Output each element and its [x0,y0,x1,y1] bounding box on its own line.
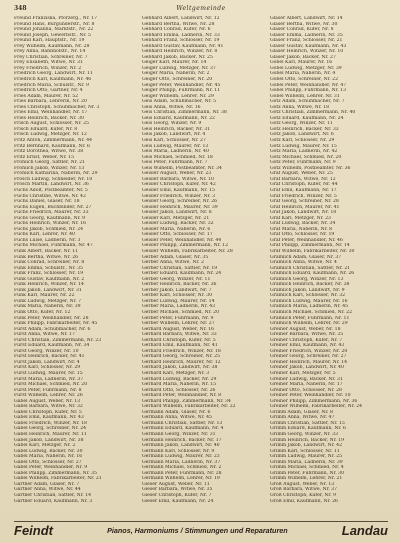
running-title: Weltgemeinde [176,5,226,12]
directory-entry: Gebhard Gustav, Kaufmann, Nr. 41 [142,43,224,49]
directory-entry: Gramlich Heinrich, Bäcker, Nr. 38 [270,282,350,288]
directory-entry: Geis Adam, Schuhmacher, Nr. 5 [142,99,217,105]
directory-entry: Gerhard Maria, Näherin, Nr. 15 [142,382,217,388]
directory-entry: Gerber Anna, Witwe, Nr. 2 [142,260,204,266]
directory-entry: Gerber Michael, Schmied, Nr. 20 [142,309,220,315]
directory-entry: Grimm Jakob, Landwirt, Nr. 42 [270,443,343,449]
directory-entry: Greiner August, Weber, Nr. 18 [270,326,341,332]
directory-entry: Götz Adam, Schuhmacher, Nr. 7 [270,99,345,105]
directory-entry: Graf Emil, Kaufmann, Nr. 17 [270,187,337,193]
directory-entry: Geiger Karl, Maurer, Nr. 14 [142,60,207,66]
directory-entry: Göbel Philipp, Fuhrmann, Nr. 13 [270,88,346,94]
directory-entry: Grimm Michael, Schmied, Nr. 4 [270,465,344,471]
directory-entry: Fuchs Jakob, Schmied, Nr. 24 [14,226,84,232]
directory-entry: Götz Anna, Witwe, Nr. 18 [270,104,330,110]
directory-entry: Gerhard Emil, Kaufmann, Nr. 41 [142,343,218,349]
directory-entry: Gerhard Ludwig, Bäcker, Nr. 29 [142,376,217,382]
directory-entry: Gerhard August, Weber, Nr. 16 [142,326,214,332]
directory-entry: Geis Anna, Witwe, Nr. 16 [142,104,201,110]
directory-entry: Funk Philipp, Fabrikarbeiter, Nr. 45 [14,321,98,327]
directory-entry: Gabel Barbara, Witwe, Nr. 32 [14,404,83,410]
directory-entry: Grimm Peter, Fuhrmann, Nr. 30 [270,470,344,476]
directory-entry: Glaser Bertha, Witwe, Nr. 30 [270,21,338,27]
directory-entry: Friedrich Georg, Landwirt, Nr. 11 [14,71,93,77]
directory-entry: Germann Ludwig, Maurer, Nr. 23 [142,454,220,460]
directory-entry: Gerber Heinrich, Bäcker, Nr. 36 [142,282,217,288]
directory-entry: Friedrich Otto, Gärtner, Nr. 4 [14,88,83,94]
directory-entry: Gerhard Karl, Metzger, Nr. 3 [142,371,210,376]
directory-entry: Geisler Philipp, Zimmermann, Nr. 12 [142,243,229,249]
directory-entry: Gebhard Heinrich, Winzer, Nr. 8 [142,49,218,55]
directory-entry: Grimm Ludwig, Maurer, Nr. 25 [270,454,343,460]
directory-entry: Glaser Emma, Ladnerin, Nr. 35 [270,32,343,38]
directory-entry: Gerber Peter, Fuhrmann, Nr. 9 [142,315,214,321]
directory-entry: Glaser Jakob, Bäcker, Nr. 27 [270,54,336,60]
directory-entry: Geisler Jakob, Landwirt, Nr. 8 [142,210,212,216]
directory-entry: Graf Jakob, Landwirt, Nr. 10 [270,210,337,216]
directory-entry: Fritz Ernst, Weber, Nr. 15 [14,154,75,160]
directory-entry: Gabel Christoph, Küfer, Nr. 5 [14,409,82,415]
directory-entry: Freund Hans, Burgunderstr., Nr. 8 [14,21,95,27]
directory-entry: Gramlich Eduard, Kaufmann, Nr. 26 [270,271,355,277]
directory-entry: Gieser August, Weber, Nr. 11 [142,481,210,487]
directory-entry: Gabel Peter, Weinhändler, Nr. 9 [14,465,88,471]
directory-entry: Funk Gustav, Kaufmann, Nr. 2 [14,276,85,282]
directory-entry: Funk Otto, Küfer, Nr. 12 [14,309,71,315]
directory-entry: Geisler Barbara, Witwe, Nr. 10 [142,176,214,182]
directory-entry: Graf Ludwig, Bäcker, Nr. 34 [270,221,336,227]
directory-entry: Geisler Friedrich, Winzer, Nr. 3 [142,193,216,199]
directory-entry: Greiner Ludwig, Bäcker, Nr. 31 [270,376,343,382]
directory-entry: Geis Maria, Ladnerin, Nr. 40 [142,149,209,155]
ad-brand: Feindt [14,522,53,538]
directory-entry: Gerber Georg, Winzer, Nr. 11 [142,276,211,282]
directory-entry: Gramlich Michael, Schmied, Nr. 22 [270,309,353,315]
directory-entry: Funk Franz, Schlosser, Nr. 19 [14,271,84,277]
advertisement-footer [14,521,388,538]
directory-entry: Geisler August, Weber, Nr. 23 [142,171,212,177]
directory-entry: Geiger Philipp, Fuhrmann, Nr. 11 [142,88,221,94]
directory-entry: Gerber Eduard, Kaufmann, Nr. 24 [142,271,222,277]
directory-column-1 [14,16,132,518]
directory-entry: Fuchs Daniel, Glaser, Nr. 18 [14,199,80,205]
directory-entry: Germann Christian, Sattler, Nr. 13 [142,420,223,426]
directory-entry: Geis Michael, Schmied, Nr. 18 [142,154,213,160]
directory-entry: Funk Jakob, Landwirt, Nr. 31 [14,287,82,293]
directory-entry: Gerber Wilhelm, Lehrer, Nr. 27 [142,321,215,327]
directory-entry: Groß August, Weber, Nr. 13 [270,481,335,487]
directory-entry: Geisler Peter, Weinhändler, Nr. 44 [142,237,222,243]
directory-entry: Gerhard Heinrich, Maurer, Nr. 12 [142,359,221,365]
directory-entry: Gabel Maria, Näherin, Nr. 16 [14,454,83,460]
directory-entry: Gieser Barbara, Witwe, Nr. 35 [142,487,213,493]
directory-entry: Funk Maria, Näherin, Nr. 39 [14,304,81,310]
directory-entry: Gieser Christoph, Küfer, Nr. 7 [142,493,212,499]
directory-entry: Geis Christian, Zimmermann, Nr. 38 [142,110,227,116]
directory-entry: Götz Ludwig, Maurer, Nr. 15 [270,143,337,149]
directory-entry: Gramlich Maria, Ladnerin, Nr. 45 [270,304,349,310]
directory-entry: Fries Christoph, Schuhmacher, Nr. 3 [14,104,100,110]
directory-entry: Greiner Philipp, Zimmermann, Nr. 36 [270,398,358,404]
directory-entry: Greiner Jakob, Landwirt, Nr. 40 [270,365,344,371]
directory-entry: Fuchs Adolf, Postbeamter, Nr. 5 [14,187,88,193]
directory-entry: Gerhard Peter, Weinhändler, Nr. 8 [142,393,222,399]
directory-entry: Fritz Bernhard, Kaufmann, Nr. 6 [14,143,90,149]
directory-entry: Funk Emma, Schulstr., Nr. 35 [14,265,83,271]
directory-entry: Greiner Wilhelm, Fabrikarbeiter, Nr. 24 [270,404,363,410]
directory-entry: Geiger Peter, Weinhändler, Nr. 45 [142,82,221,88]
directory-entry: Germann Adam, Glaser, Nr. 6 [142,409,211,415]
directory-entry: Gabel Philipp, Zimmermann, Nr. 35 [14,470,97,476]
directory-entry: Geisler Wilhelm, Fabrikarbeiter, Nr. 28 [142,248,233,254]
directory-entry: Gärtner Anna, Witwe, Nr. 44 [14,487,81,493]
directory-entry: Gärtner Adam, Glaser, Nr. 7 [14,481,80,487]
directory-entry: Gerhard Philipp, Zimmermann, Nr. 34 [142,398,231,404]
directory-entry: Funk Karl, Maurer, Nr. 22 [14,293,75,299]
directory-entry: Fuchs Christine, Witwe, Nr. 42 [14,193,86,199]
directory-entry: Fuchs Michael, Fuhrmann, Nr. 47 [14,243,93,249]
directory-entry: Fürst Georg, Winzer, Nr. 10 [14,348,79,354]
directory-entry: Gabel Heinrich, Maurer, Nr. 11 [14,432,87,438]
directory-entry: Grimm Karl, Schlosser, Nr. 11 [270,448,340,454]
directory-entry: Geisler Maria, Näherin, Nr. 6 [142,226,211,232]
directory-entry: Gabel Karl, Metzger, Nr. 2 [14,443,76,449]
directory-entry: Grimm Eduard, Kaufmann, Nr. 6 [270,426,346,432]
directory-entry: Glaser Albert, Landwirt, Nr. 14 [270,16,343,21]
directory-entry: Germann Anna, Witwe, Nr. 45 [142,415,212,421]
directory-entry: Fürst Eduard, Kaufmann, Nr. 34 [14,343,90,349]
directory-entry: Funk Heinrich, Winzer, Nr. 14 [14,282,84,288]
directory-entry: Geis Peter, Fuhrmann, Nr. 7 [142,160,208,166]
directory-entry: Gabel August, Weber, Nr. 13 [14,398,81,404]
directory-entry: Frisch August, Schlosser, Nr. 25 [14,121,89,127]
directory-entry: Gabel Georg, Schreiner, Nr. 24 [14,426,87,432]
page-header [14,4,388,14]
directory-entry: Geis Ludwig, Maurer, Nr. 13 [142,143,209,149]
directory-entry: Geisler Heinrich, Maurer, Nr. 39 [142,204,218,210]
directory-entry: Gabel Ludwig, Bäcker, Nr. 30 [14,448,83,454]
directory-entry: Glaser Conrad, Küfer, Nr. 8 [270,27,334,33]
directory-entry: Funk Conrad, Schreiner, Nr. 8 [14,260,85,266]
directory-entry: Götz Maria, Ladnerin, Nr. 42 [270,149,338,155]
directory-entry: Göbel Otto, Schreiner, Nr. 22 [270,77,338,83]
directory-entry: Greiner Karl, Metzger, Nr. 5 [270,371,336,376]
directory-entry: Frey Elisabeth, Witwe, Nr. 31 [14,60,83,66]
directory-entry: Greiner Emil, Kaufmann, Nr. 43 [270,343,345,349]
directory-entry: Götz Christian, Zimmermann, Nr. 40 [270,110,356,116]
directory-entry: Grimm Georg, Winzer, Nr. 33 [270,432,339,438]
directory-entry: Greiner Peter, Weinhändler, Nr. 10 [270,393,351,399]
directory-entry: Greiner Heinrich, Maurer, Nr. 14 [270,359,348,365]
directory-entry: Graf Friedrich, Winzer, Nr. 5 [270,193,337,199]
directory-entry: Frosch Ludwig, Schneider, Nr. 10 [14,176,93,182]
directory-entry: Gerhard Otto, Schlosser, Nr. 26 [142,387,216,393]
directory-entry: Göbel Ludwig, Metzger, Nr. 39 [270,65,342,71]
directory-entry: Fürst Jakob, Landwirt, Nr. 4 [14,359,80,365]
directory-entry: Greiner Friedrich, Winzer, Nr. 20 [270,348,348,354]
directory-entry: Greiner Georg, Schreiner, Nr. 27 [270,354,347,360]
directory-entry: Gerhard Barbara, Witwe, Nr. 33 [142,332,217,338]
directory-entry: Graf Otto, Schlosser, Nr. 19 [270,232,335,238]
directory-entry: Graf Georg, Schreiner, Nr. 28 [270,199,339,205]
directory-entry: Geiger Ludwig, Metzger, Nr. 37 [142,65,216,71]
directory-entry: Göbel Wilhelm, Lehrer, Nr. 31 [270,93,340,99]
directory-entry: Greiner Otto, Schlosser, Nr. 28 [270,387,342,393]
directory-entry: Fürst Karl, Schlosser, Nr. 29 [14,365,81,371]
directory-entry: Frey Christian, Schreiner, Nr. 7 [14,54,88,60]
directory-entry: Fritz Dorothea, Witwe, Nr. 38 [14,149,84,155]
directory-entry: Gebhard Conrad, Küfer, Nr. 6 [142,27,211,33]
directory-entry: Germann Michael, Schmied, Nr. 2 [142,465,222,471]
directory-entry: Fries Emil, Weinhändler, Nr. 17 [14,110,88,116]
directory-entry: Geisler Otto, Schlosser, Nr. 17 [142,232,213,238]
directory-entry: Gabel Friedrich, Winzer, Nr. 18 [14,420,87,426]
directory-entry: Gramlich Peter, Fuhrmann, Nr. 11 [270,315,350,321]
directory-entry: Gerber Maria, Ladnerin, Nr. 43 [142,304,216,310]
directory-entry: Götz Jakob, Landwirt, Nr. 6 [270,132,334,138]
directory-entry: Fuchs Eugen, Buchbinder, Nr. 27 [14,204,92,210]
directory-entry: Göbel Karl, Maurer, Nr. 16 [270,60,333,66]
directory-entry: Geis Georg, Winzer, Nr. 9 [142,121,202,127]
directory-entry: Fürst Wilhelm, Lehrer, Nr. 26 [14,393,83,399]
directory-entry: Grimm Anna, Witwe, Nr. 47 [270,415,335,421]
directory-entry: Geis Heinrich, Bäcker, Nr. 31 [142,126,211,132]
directory-entry: Glaser Gustav, Kaufmann, Nr. 43 [270,43,347,49]
directory-entry: Freund Karl, Hauptstr., Nr. 19 [14,38,85,44]
directory-entry: Frosch Martin, Landwirt, Nr. 36 [14,182,89,188]
directory-entry: Fürst Christian, Zimmermann, Nr. 23 [14,337,102,343]
directory-entry: Gerber Adam, Glaser, Nr. 35 [142,254,209,260]
directory-entry: Geis Jakob, Landwirt, Nr. 4 [142,132,206,138]
directory-entry: Fuchs Friedrich, Maurer, Nr. 33 [14,210,89,216]
directory-entry: Gerber Karl, Schlosser, Nr. 30 [142,293,213,299]
directory-entry: Geisler Karl, Metzger, Nr. 21 [142,215,210,221]
directory-entry: Gabel Emil, Kaufmann, Nr. 43 [14,415,84,421]
directory-entry: Göbel Peter, Weinhändler, Nr. 47 [270,82,347,88]
directory-entry: Gabel Jakob, Landwirt, Nr. 38 [14,437,84,443]
directory-entry: Geis Karl, Schlosser, Nr. 27 [142,138,206,144]
directory-entry: Fürst Peter, Fuhrmann, Nr. 8 [14,387,82,393]
directory-entry: Funk Bertha, Witwe, Nr. 26 [14,254,79,260]
ad-city: Landau [341,522,388,538]
directory-entry: Fürst Adam, Schuhmacher, Nr. 6 [14,326,91,332]
directory-entry: Grimm Heinrich, Bäcker, Nr. 19 [270,437,345,443]
directory-entry: Frey Anna, Bahnhofstr., Nr. 14 [14,49,86,55]
directory-entry: Gebhard Franz, Schlosser, Nr. 19 [142,38,220,44]
directory-entry: Gramlich Wilhelm, Lehrer, Nr. 29 [270,321,348,327]
directory-entry: Fritz Anton, Zimmermann, Nr. 44 [14,138,93,144]
directory-entry: Grimm Adam, Glaser, Nr. 8 [270,409,333,415]
directory-entry: Gramlich Christian, Sattler, Nr. 21 [270,265,351,271]
directory-entry: Grimm Christian, Sattler, Nr. 15 [270,420,345,426]
directory-entry: Götz Karl, Schlosser, Nr. 29 [270,138,335,144]
directory-entry: Gramlich Ludwig, Maurer, Nr. 16 [270,298,348,304]
directory-entry: Germann Heinrich, Bäcker, Nr. 17 [142,437,222,443]
directory-entry: Gerhard Jakob, Landwirt, Nr. 38 [142,365,218,371]
directory-entry: Germann Karl, Schlosser, Nr. 9 [142,448,215,454]
directory-entry: Geis Eduard, Kaufmann, Nr. 22 [142,115,215,121]
directory-entry: Fries Heinrich, Bäcker, Nr. 30 [14,115,84,121]
directory-entry: Freund Johanna, Marktstr., Nr. 22 [14,27,94,33]
directory-entry: Fürst Ludwig, Maurer, Nr. 15 [14,371,83,376]
directory-entry: Freund Joseph, Gewerbstr., Nr. 5 [14,32,91,38]
directory-column-3 [270,16,388,518]
directory-entry: Graf Heinrich, Maurer, Nr. 41 [270,204,340,210]
directory-columns [14,16,388,518]
directory-entry: Gerber Christian, Sattler, Nr. 19 [142,265,218,271]
directory-entry: Götz Heinrich, Bäcker, Nr. 33 [270,126,339,132]
directory-entry: Germann Peter, Fuhrmann, Nr. 28 [142,470,222,476]
directory-entry: Graf Christoph, Küfer, Nr. 44 [270,182,338,188]
directory-entry: Graf Karl, Metzger, Nr. 23 [270,215,331,221]
directory-entry: Fröhlich Katharina, Näherin, Nr. 29 [14,171,98,177]
ad-services: Pianos, Harmoniums / Stimmungen und Reparaturen [107,525,288,535]
directory-entry: Gärtner Eduard, Kaufmann, Nr. 3 [14,498,93,504]
directory-entry: Groß Barbara, Witwe, Nr. 37 [270,487,338,493]
directory-entry: Grimm Wilhelm, Lehrer, Nr. 21 [270,476,343,482]
directory-entry: Graf Barbara, Witwe, Nr. 12 [270,176,336,182]
directory-entry: Geiger Otto, Schreiner, Nr. 20 [142,77,213,83]
directory-entry: Fuchs Karl, Lehrer, Nr. 40 [14,232,75,238]
directory-entry: Gramlich Adam, Glaser, Nr. 37 [270,254,342,260]
directory-entry: Gebhard Jakob, Bäcker, Nr. 25 [142,54,213,60]
directory-entry: Gerhard Christoph, Küfer, Nr. 5 [142,337,216,343]
directory-entry: Germann Georg, Winzer, Nr. 31 [142,432,216,438]
directory-entry: Graf Peter, Weinhändler, Nr. 46 [270,237,343,243]
directory-entry: Fröhlich Georg, Sattler, Nr. 21 [14,160,86,166]
directory-entry: Gabel Otto, Schlosser, Nr. 27 [14,459,82,465]
directory-entry: Graf Maria, Näherin, Nr. 8 [270,226,333,232]
directory-entry: Greiner Maria, Näherin, Nr. 17 [270,382,343,388]
directory-entry: Geisler Christoph, Küfer, Nr. 42 [142,182,216,188]
directory-entry: Gabel Wilhelm, Fabrikarbeiter, Nr. 21 [14,476,102,482]
directory-entry: Graf Philipp, Zimmermann, Nr. 14 [270,243,350,249]
directory-entry: Frisch Ludwig, Metzger, Nr. 12 [14,132,87,138]
directory-entry: Funk Peter, Weinhändler, Nr. 28 [14,315,89,321]
directory-entry: Fuchs Heinrich, Winzer, Nr. 16 [14,221,87,227]
directory-entry: Frey Friedrich, Winzer, Nr. 2 [14,65,82,71]
directory-entry: Fries Adam, Maurer, Nr. 52 [14,93,79,99]
directory-entry: Groß Emil, Kaufmann, Nr. 26 [270,498,338,504]
directory-entry: Fries Barbara, Lehrerin, Nr. 20 [14,99,87,105]
directory-entry: Friedrich Karl, Kaufmann, Nr. 46 [14,77,92,83]
directory-entry: Fürst Maria, Ladnerin, Nr. 37 [14,376,84,382]
directory-entry: Fröhlich Jakob, Winzer, Nr. 13 [14,165,85,171]
directory-entry: Glaser Heinrich, Winzer, Nr. 10 [270,49,344,55]
directory-entry: Gramlich Anna, Witwe, Nr. 4 [270,260,337,266]
directory-column-2 [142,16,260,518]
directory-entry: Göbel Maria, Näherin, Nr. 4 [270,71,336,77]
directory-entry: Frisch Eduard, Küfer, Nr. 8 [14,126,78,132]
directory-entry: Germann Wilhelm, Lehrer, Nr. 19 [142,476,220,482]
directory-entry: Gramlich Karl, Schlosser, Nr. 32 [270,293,346,299]
directory-entry: Groß Christoph, Küfer, Nr. 9 [270,493,336,499]
page-number: 348 [14,5,27,12]
directory-entry: Frey Wilhelm, Kaufmann, Nr. 28 [14,43,90,49]
directory-entry: Geiger Wilhelm, Lehrer, Nr. 29 [142,93,214,99]
directory-entry: Götz Peter, Fuhrmann, Nr. 9 [270,160,336,166]
directory-entry: Gebhard Emma, Ladnerin, Nr. 33 [142,32,220,38]
directory-entry: Fürst Anna, Witwe, Nr. 17 [14,332,75,338]
directory-entry: Gerber Jakob, Landwirt, Nr. 7 [142,287,212,293]
directory-entry: Gramlich Jakob, Landwirt, Nr. 9 [270,287,345,293]
directory-entry: Gebhard Bertha, Witwe, Nr. 28 [142,21,215,27]
directory-entry: Friedrich Maria, Schulstr., Nr. 9 [14,82,89,88]
directory-entry: Funk Albert, Bäcker, Nr. 11 [14,248,79,254]
directory-entry: Germann Eduard, Kaufmann, Nr. 4 [142,426,224,432]
directory-entry: Fuchs Georg, Kaufmann, Nr. 9 [14,215,86,221]
directory-entry: Gerhard Georg, Schreiner, Nr. 25 [142,354,220,360]
directory-entry: Gerhard Wilhelm, Fabrikarbeiter, Nr. 22 [142,404,236,410]
directory-entry: Götz Michael, Schmied, Nr. 20 [270,154,342,160]
directory-entry: Graf Wilhelm, Fabrikarbeiter, Nr. 30 [270,248,355,254]
directory-entry: Germann Jakob, Landwirt, Nr. 40 [142,443,220,449]
directory-entry: Germann Maria, Ladnerin, Nr. 37 [142,459,221,465]
directory-entry: Greiner Christoph, Küfer, Nr. 7 [270,337,343,343]
directory-entry: Fürst Heinrich, Bäcker, Nr. 41 [14,354,85,360]
directory-entry: Geisler Ludwig, Bäcker, Nr. 32 [142,221,214,227]
directory-entry: Funk Ludwig, Metzger, Nr. 7 [14,298,82,304]
directory-entry: Graf August, Weber, Nr. 25 [270,171,333,177]
directory-entry: Greiner Barbara, Witwe, Nr. 35 [270,332,344,338]
directory-entry: Fuchs Luise, Ladnerin, Nr. 3 [14,237,81,243]
directory-entry: Gieser Emil, Kaufmann, Nr. 24 [142,498,214,504]
directory-entry: Gerber Ludwig, Maurer, Nr. 14 [142,298,215,304]
directory-entry: Glaser Franz, Schlosser, Nr. 21 [270,38,343,44]
directory-entry: Fürst Michael, Schmied, Nr. 20 [14,382,88,388]
directory-entry: Gärtner Christian, Sattler, Nr. 14 [14,493,92,499]
directory-entry: Gramlich Georg, Winzer, Nr. 13 [270,276,344,282]
directory-entry: Gerhard Friedrich, Winzer, Nr. 18 [142,348,221,354]
directory-entry: Götz Georg, Winzer, Nr. 11 [270,121,333,127]
directory-entry: Geisler Georg, Schreiner, Nr. 26 [142,199,218,205]
directory-entry: Geisler Emil, Kaufmann, Nr. 15 [142,187,215,193]
directory-entry: Götz Wilhelm, Postbeamter, Nr. 36 [270,165,351,171]
directory-entry: Geiger Maria, Näherin, Nr. 2 [142,71,210,77]
directory-entry: Grimm Maria, Ladnerin, Nr. 39 [270,459,343,465]
directory-entry: Geis Wilhelm, Postbeamter, Nr. 34 [142,165,222,171]
directory-entry: Gebhard Albert, Landwirt, Nr. 12 [142,16,220,21]
directory-entry: Götz Eduard, Kaufmann, Nr. 24 [270,115,344,121]
directory-entry: Freund Franziska, Pforzerg., Nr. 17 [14,16,98,21]
